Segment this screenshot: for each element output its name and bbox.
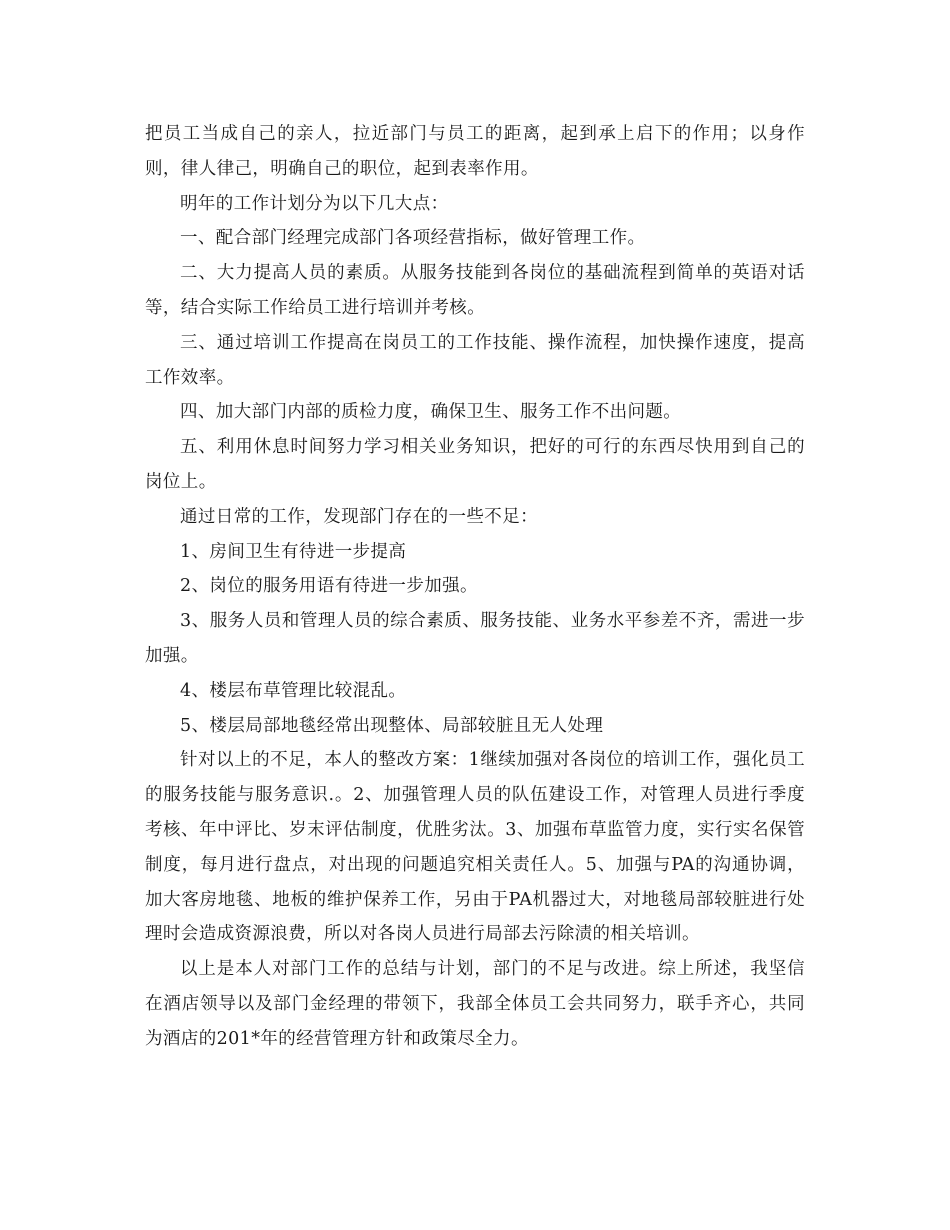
paragraph-shortcomings-intro: 通过日常的工作，发现部门存在的一些不足： xyxy=(180,506,538,527)
plan-item-5: 五、利用休息时间努力学习相关业务知识，把好的可行的东西尽快用到自己的岗位上。 xyxy=(145,437,805,492)
shortcoming-item-4: 4、楼层布草管理比较混乱。 xyxy=(180,680,407,701)
shortcoming-item-1: 1、房间卫生有待进一步提高 xyxy=(180,541,407,562)
paragraph-continuation: 把员工当成自己的亲人，拉近部门与员工的距离，起到承上启下的作用；以身作则，律人律己，明确自己的职位，起到表率作用。 xyxy=(145,124,805,179)
shortcoming-item-5: 5、楼层局部地毯经常出现整体、局部较脏且无人处理 xyxy=(180,715,604,736)
plan-item-2: 二、大力提高人员的素质。从服务技能到各岗位的基础流程到简单的英语对话等，结合实际工作给员工进行培训并考核。 xyxy=(145,263,805,318)
shortcoming-item-3: 3、服务人员和管理人员的综合素质、服务技能、业务水平参差不齐，需进一步加强。 xyxy=(145,611,805,666)
paragraph-conclusion: 以上是本人对部门工作的总结与计划，部门的不足与改进。综上所述，我坚信在酒店领导以及部门金经理的带领下，我部全体员工会共同努力，联手齐心，共同为酒店的201*年的经营管理方针和政策尽全力。 xyxy=(145,959,805,1049)
paragraph-rectification-plan: 针对以上的不足，本人的整改方案：1继续加强对各岗位的培训工作，强化员工的服务技能与服务意识.。2、加强管理人员的队伍建设工作，对管理人员进行季度考核、年中评比、岁末评估制度，优胜劣汰。3、加强布草监管力度，实行实名保管制度，每月进行盘点，对出现的问题追究相关责任人。5、加强与PA的沟通协调，加大客房地毯、地板的维护保养工作，另由于PA机器过大，对地毯局部较脏进行处理时会造成资源浪费，所以对各岗人员进行局部去污除渍的相关培训。 xyxy=(145,750,805,945)
plan-item-4: 四、加大部门内部的质检力度，确保卫生、服务工作不出问题。 xyxy=(180,402,682,423)
plan-item-1: 一、配合部门经理完成部门各项经营指标，做好管理工作。 xyxy=(180,228,646,249)
shortcoming-item-2: 2、岗位的服务用语有待进一步加强。 xyxy=(180,576,478,597)
plan-item-3: 三、通过培训工作提高在岗员工的工作技能、操作流程，加快操作速度，提高工作效率。 xyxy=(145,332,805,388)
paragraph-plan-intro: 明年的工作计划分为以下几大点： xyxy=(180,193,449,214)
document-body xyxy=(145,117,805,1057)
